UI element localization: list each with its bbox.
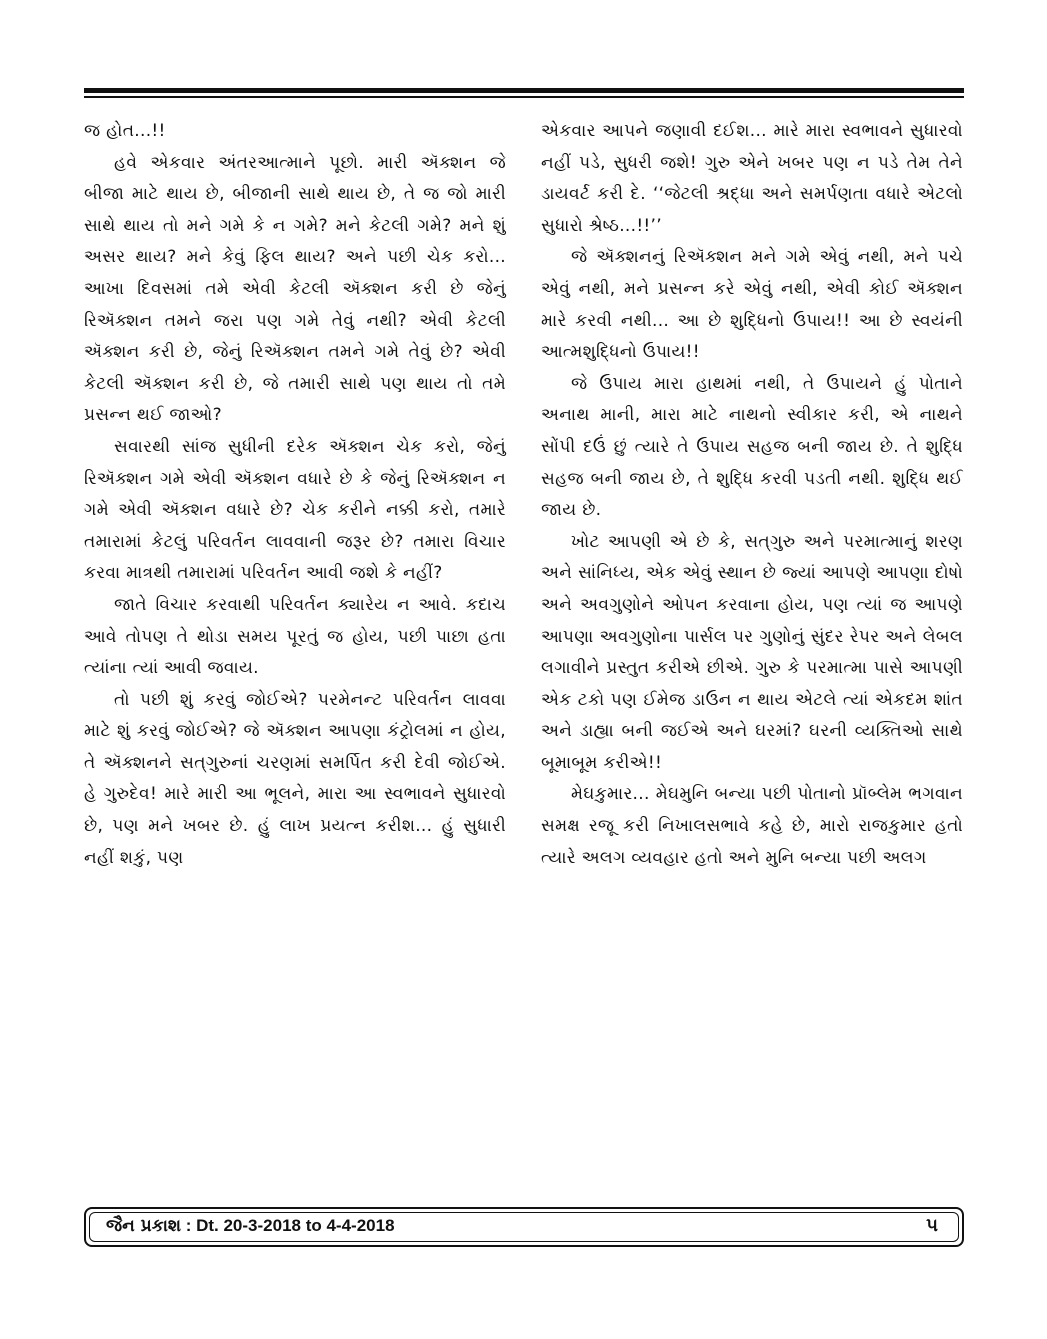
paragraph: જે ઉપાય મારા હાથમાં નથી, તે ઉપાયને હું પોતાને અનાથ માની, મારા માટે નાથનો સ્વીકાર કરી, એ નાથને સોંપી દઉં છું ત્યારે તે ઉપાય સહજ બની જાય છે. તે શુદ્ધિ સહજ બની જાય છે, તે શુદ્ધિ કરવી પડતી નથી. શુદ્ધિ થઈ જાય છે.: [541, 373, 963, 521]
footer-publication: [106, 1216, 395, 1236]
paragraph: જ હોત...!!: [84, 121, 166, 141]
page-footer: [84, 1207, 964, 1247]
paragraph: મેઘકુમાર... મેઘમુનિ બન્યા પછી પોતાનો પ્રૉબ્લેમ ભગવાન સમક્ષ રજૂ કરી નિખાલસભાવે કહે છે, મારો રાજકુમાર હતો ત્યારે અલગ વ્યવહાર હતો અને મુનિ બન્યા પછી અલગ: [541, 784, 963, 868]
paragraph: સવારથી સાંજ સુધીની દરેક ઍક્શન ચેક કરો, જેનું રિઍક્શન ગમે એવી ઍક્શન વધારે છે કે જેનું રિઍક્શન ન ગમે એવી ઍક્શન વધારે છે? ચેક કરીને નક્કી કરો, તમારે તમારામાં કેટલું પરિવર્તન લાવવાની જરૂર છે? તમારા વિચાર કરવા માત્રથી તમારામાં પરિવર્તન આવી જશે કે નહીં?: [84, 436, 506, 584]
footer-separator: :: [180, 1216, 197, 1235]
right-column: [541, 116, 963, 874]
page-number: ૫: [926, 1215, 938, 1236]
paragraph: તો પછી શું કરવું જોઈએ? પરમેનન્ટ પરિવર્તન લાવવા માટે શું કરવું જોઈએ? જે ઍક્શન આપણા કંટ્રોલમાં ન હોય, તે ઍક્શનને સત્‌ગુરુનાં ચરણમાં સમર્પિત કરી દેવી જોઈએ. હે ગુરુદેવ! મારે મારી આ ભૂલને, મારા આ સ્વભાવને સુધારવો છે, પણ મને ખબર છે. હું લાખ પ્રયત્ન કરીશ... હું સુધારી નહીં શકું, પણ: [84, 689, 506, 868]
issue-date-range: Dt. 20-3-2018 to 4-4-2018: [196, 1216, 395, 1235]
paragraph: જાતે વિચાર કરવાથી પરિવર્તન ક્યારેય ન આવે. કદાચ આવે તોપણ તે થોડા સમય પૂરતું જ હોય, પછી પાછા હતા ત્યાંના ત્યાં આવી જવાય.: [84, 594, 506, 679]
header-double-rule: [84, 88, 964, 100]
paragraph: હવે એકવાર અંતરઆત્માને પૂછો. મારી ઍક્શન જે બીજા માટે થાય છે, બીજાની સાથે થાય છે, તે જ જો મારી સાથે થાય તો મને ગમે કે ન ગમે? મને કેટલી ગમે? મને શું અસર થાય? મને કેવું ફિલ થાય? અને પછી ચેક કરો... આખા દિવસમાં તમે એવી કેટલી ઍક્શન કરી છે જેનું રિઍક્શન તમને જરા પણ ગમે તેવું નથી? એવી કેટલી ઍક્શન કરી છે, જેનું રિઍક્શન તમને ગમે તેવું છે? એવી કેટલી ઍક્શન કરી છે, જે તમારી સાથે પણ થાય તો તમે પ્રસન્ન થઈ જાઓ?: [84, 152, 506, 426]
left-column: [84, 116, 506, 874]
paragraph: ખોટ આપણી એ છે કે, સત્‌ગુરુ અને પરમાત્માનું શરણ અને સાંનિધ્ય, એક એવું સ્થાન છે જ્યાં આપણે આપણા દોષો અને અવગુણોને ઓપન કરવાના હોય, પણ ત્યાં જ આપણે આપણા અવગુણોના પાર્સલ પર ગુણોનું સુંદર રેપર અને લેબલ લગાવીને પ્રસ્તુત કરીએ છીએ. ગુરુ કે પરમાત્મા પાસે આપણી એક ટકો પણ ઈમેજ ડાઉન ન થાય એટલે ત્યાં એકદમ શાંત અને ડાહ્યા બની જઈએ અને ઘરમાં? ઘરની વ્યક્તિઓ સાથે બૂમાબૂમ કરીએ!!: [541, 531, 963, 773]
magazine-name: જૈન પ્રકાશ: [106, 1216, 181, 1236]
header-rule-thin: [84, 96, 964, 98]
paragraph: એકવાર આપને જણાવી દઈશ... મારે મારા સ્વભાવને સુધારવો નહીં પડે, સુધરી જશે! ગુરુ એને ખબર પણ ન પડે તેમ તેને ડાયવર્ટ કરી દે. ‘‘જેટલી શ્રદ્ધા અને સમર્પણતા વધારે એટલો સુધારો શ્રેષ્ઠ...!!’’: [541, 121, 963, 236]
header-rule-thick: [84, 88, 964, 93]
paragraph: જે ઍક્શનનું રિઍક્શન મને ગમે એવું નથી, મને પચે એવું નથી, મને પ્રસન્ન કરે એવું નથી, એવી કોઈ ઍક્શન મારે કરવી નથી... આ છે શુદ્ધિનો ઉપાય!! આ છે સ્વયંની આત્મશુદ્ધિનો ઉપાય!!: [541, 247, 963, 363]
